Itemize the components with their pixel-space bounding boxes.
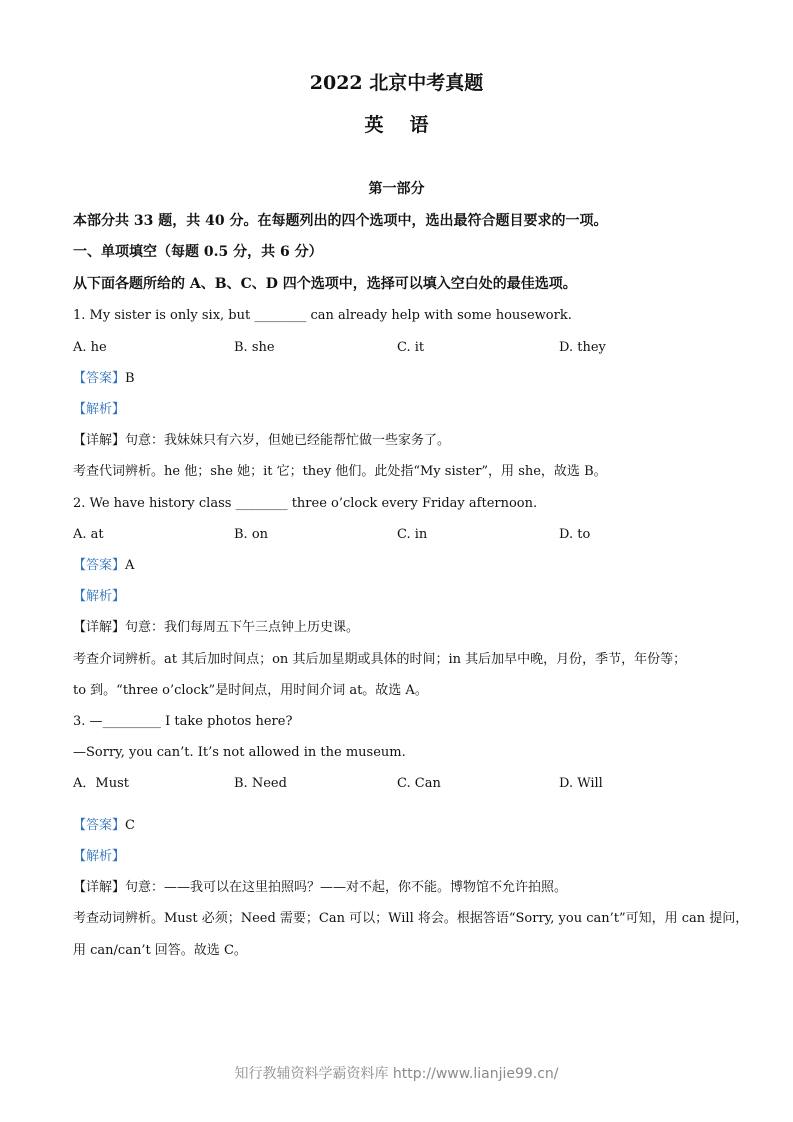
option-b: B. she: [234, 340, 275, 355]
option-d: D. Will: [559, 776, 603, 791]
option-a: A．Must: [73, 776, 129, 791]
option-d: D. they: [559, 340, 606, 355]
option-a: A. at: [73, 527, 104, 542]
detail-tag: 【详解】: [73, 880, 126, 895]
question-1-options: [73, 340, 733, 356]
question-3-answer: [73, 818, 733, 834]
page-title: 2022 北京中考真题: [309, 72, 484, 94]
answer-tag: 【答案】: [73, 558, 126, 573]
option-b: B. on: [234, 527, 269, 542]
question-1-explain: 考查代词辨析。he 他；she 她；it 它；they 他们。此处指“My sister”，用 she，故选 B。: [73, 464, 607, 479]
question-3-explain-2: 用 can/can’t 回答。故选 C。: [73, 943, 247, 958]
option-c: C. it: [397, 340, 425, 355]
question-3-stem: 3. —_________ I take photos here?: [73, 714, 293, 729]
question-2-explain-1: 考查介词辨析。at 其后加时间点；on 其后加星期或具体的时间；in 其后加早中晚，月份，季节，年份等；: [73, 652, 687, 667]
answer-value: B: [125, 371, 135, 386]
section-title: 一、单项填空（每题 0.5 分，共 6 分）: [73, 244, 323, 260]
question-3-options: [73, 776, 733, 792]
detail-text: 句意：我们每周五下午三点钟上历史课。: [125, 620, 360, 635]
question-1-answer: [73, 371, 733, 387]
option-d: D. to: [559, 527, 591, 542]
answer-value: C: [125, 818, 135, 833]
question-1-stem: 1. My sister is only six, but ________ can already help with some housework.: [73, 308, 572, 323]
question-2-detail: [73, 620, 733, 636]
analysis-tag: 【解析】: [73, 849, 126, 864]
question-3-stem-reply: —Sorry, you can’t. It’s not allowed in the museum.: [73, 745, 406, 760]
detail-text: 句意：我妹妹只有六岁，但她已经能帮忙做一些家务了。: [125, 433, 451, 448]
question-2-explain-2: to 到。“three o’clock”是时间点，用时间介词 at。故选 A。: [73, 683, 428, 698]
answer-tag: 【答案】: [73, 818, 126, 833]
question-2-analysis: [73, 589, 733, 605]
question-3-explain-1: 考查动词辨析。Must 必须；Need 需要；Can 可以；Will 将会。根据答语“Sorry, you can’t”可知，用 can 提问，: [73, 911, 749, 926]
part-intro: 本部分共 33 题，共 40 分。在每题列出的四个选项中，选出最符合题目要求的一项。: [73, 213, 608, 229]
detail-tag: 【详解】: [73, 620, 126, 635]
question-1-detail: [73, 433, 733, 449]
analysis-tag: 【解析】: [73, 589, 126, 604]
detail-text: 句意：——我可以在这里拍照吗？——对不起，你不能。博物馆不允许拍照。: [125, 880, 568, 895]
subject-title: 英语: [364, 114, 455, 136]
option-a: A. he: [73, 340, 107, 355]
question-1-analysis: [73, 402, 733, 418]
option-c: C. in: [397, 527, 428, 542]
option-c: C. Can: [397, 776, 441, 791]
footer-watermark: 知行教辅资料学霸资料库 http://www.lianjie99.cn/: [234, 1066, 559, 1082]
answer-tag: 【答案】: [73, 371, 126, 386]
analysis-tag: 【解析】: [73, 402, 126, 417]
question-2-answer: [73, 558, 733, 574]
question-3-detail: [73, 880, 733, 896]
detail-tag: 【详解】: [73, 433, 126, 448]
question-2-options: [73, 527, 733, 543]
question-3-analysis: [73, 849, 733, 865]
question-2-stem: 2. We have history class ________ three o’clock every Friday afternoon.: [73, 496, 538, 511]
option-b: B. Need: [234, 776, 287, 791]
answer-value: A: [125, 558, 135, 573]
part-heading: 第一部分: [368, 181, 425, 197]
section-instruction: 从下面各题所给的 A、B、C、D 四个选项中，选择可以填入空白处的最佳选项。: [73, 276, 577, 292]
